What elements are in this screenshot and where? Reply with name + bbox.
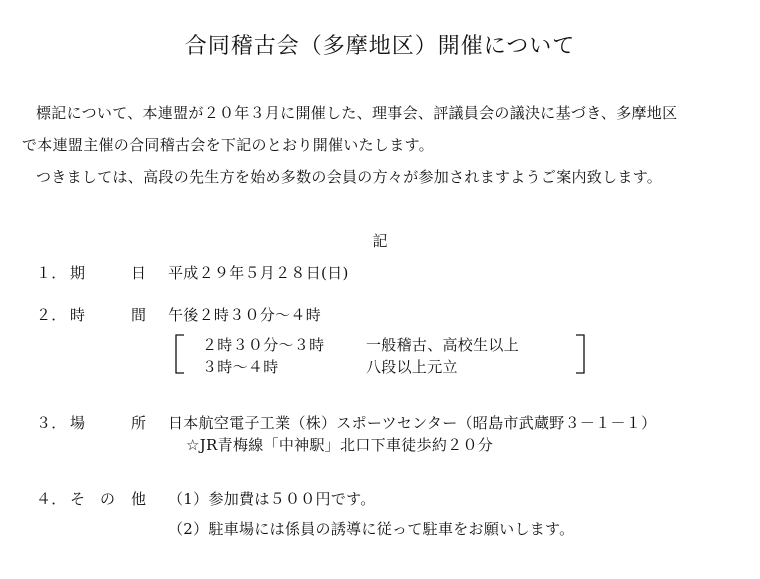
venue: 日本航空電子工業（株）スポーツセンター（昭島市武蔵野３－１－１）	[168, 414, 657, 432]
item-4-label-m: の	[100, 490, 116, 508]
item-2-label-a: 時	[70, 306, 86, 324]
schedule-desc-2: 八段以上元立	[366, 358, 458, 376]
item-4-label-b: 他	[131, 490, 147, 508]
item-3-number: ３．	[36, 414, 67, 432]
event-time: 午後２時３０分～４時	[168, 306, 322, 324]
item-4-number: ４．	[36, 490, 67, 508]
schedule-time-2: ３時～４時	[202, 358, 279, 376]
item-4-label-a: そ	[70, 490, 86, 508]
venue-access: ☆JR青梅線「中神駅」北口下車徒歩約２０分	[186, 436, 494, 454]
intro-line-1: 標記について、本連盟が２０年３月に開催した、理事会、評議員会の議決に基づき、多摩地区	[36, 104, 678, 122]
item-3-label-a: 場	[70, 414, 86, 432]
right-bracket	[574, 334, 588, 374]
item-2-label-b: 間	[131, 306, 147, 324]
ki-heading: 記	[372, 232, 388, 250]
schedule-time-1: ２時３０分～３時	[202, 336, 325, 354]
item-3-label-b: 所	[131, 414, 147, 432]
item-2-number: ２．	[36, 306, 67, 324]
intro-line-2: で本連盟主催の合同稽古会を下記のとおり開催いたします。	[22, 136, 434, 154]
item-1-label-a: 期	[70, 264, 86, 282]
schedule-desc-1: 一般稽古、高校生以上	[366, 336, 520, 354]
note-parking: （2）駐車場には係員の誘導に従って駐車をお願いします。	[168, 520, 575, 538]
note-fee: （1）参加費は５００円です。	[168, 490, 376, 508]
document-title: 合同稽古会（多摩地区）開催について	[184, 34, 576, 59]
event-date: 平成２９年５月２８日(日)	[168, 264, 349, 282]
left-bracket	[172, 334, 186, 374]
intro-line-3: つきましては、高段の先生方を始め多数の会員の方々が参加されますようご案内致します。	[36, 168, 663, 186]
item-1-number: １．	[36, 264, 67, 282]
item-1-label-b: 日	[131, 264, 147, 282]
